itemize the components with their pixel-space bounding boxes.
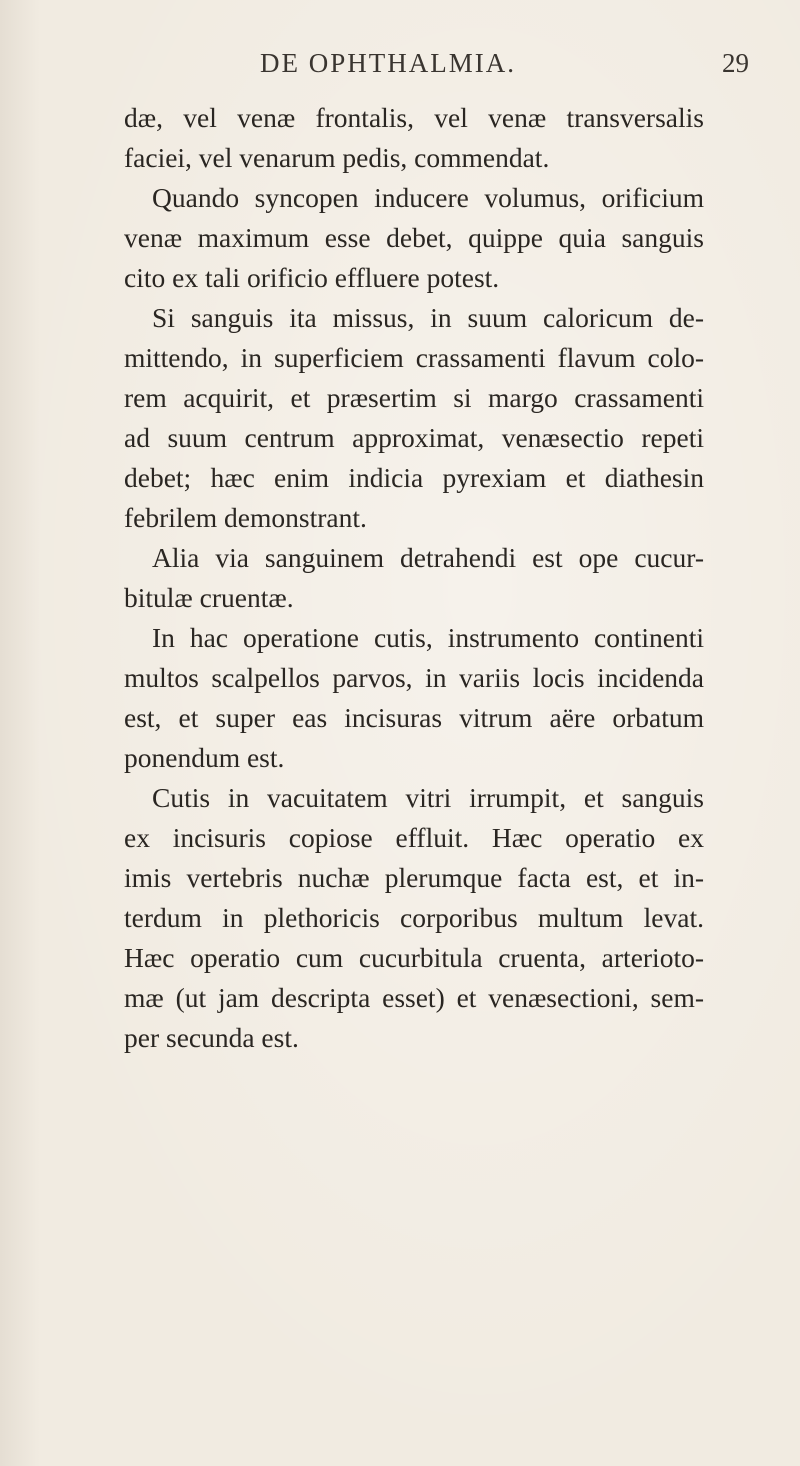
body-text bbox=[124, 98, 704, 1058]
text-line: mittendo, in superficiem crassamenti flavum colo- bbox=[124, 342, 704, 373]
text-line: In hac operatione cutis, instrumento continenti bbox=[152, 622, 704, 653]
text-line: rem acquirit, et præsertim si margo crassamenti bbox=[124, 382, 704, 413]
text-line: ex incisuris copiose effluit. Hæc operatio ex bbox=[124, 822, 704, 853]
running-head bbox=[0, 48, 800, 88]
text-line: ponendum est. bbox=[124, 742, 285, 773]
text-line: mæ (ut jam descripta esset) et venæsectioni, sem- bbox=[124, 982, 704, 1013]
text-line: multos scalpellos parvos, in variis locis incidenda bbox=[124, 662, 704, 693]
text-line: venæ maximum esse debet, quippe quia sanguis bbox=[124, 222, 704, 253]
text-line: ad suum centrum approximat, venæsectio repeti bbox=[124, 422, 704, 453]
text-line: febrilem demonstrant. bbox=[124, 502, 367, 533]
text-line: Si sanguis ita missus, in suum caloricum de- bbox=[152, 302, 704, 333]
text-line: Hæc operatio cum cucurbitula cruenta, arterioto- bbox=[124, 942, 704, 973]
text-line: bitulæ cruentæ. bbox=[124, 582, 294, 613]
text-line: Alia via sanguinem detrahendi est ope cucur- bbox=[152, 542, 704, 573]
text-line: est, et super eas incisuras vitrum aëre orbatum bbox=[124, 702, 704, 733]
text-line: terdum in plethoricis corporibus multum levat. bbox=[124, 902, 704, 933]
running-title: DE OPHTHALMIA. bbox=[260, 48, 516, 78]
text-line: debet; hæc enim indicia pyrexiam et diathesin bbox=[124, 462, 704, 493]
text-line: imis vertebris nuchæ plerumque facta est, et in- bbox=[124, 862, 704, 893]
text-line: faciei, vel venarum pedis, commendat. bbox=[124, 142, 550, 173]
text-line: dæ, vel venæ frontalis, vel venæ transversalis bbox=[124, 102, 704, 133]
text-line: cito ex tali orificio effluere potest. bbox=[124, 262, 500, 293]
text-line: Quando syncopen inducere volumus, orificium bbox=[152, 182, 704, 213]
page-number: 29 bbox=[722, 48, 749, 78]
text-line: per secunda est. bbox=[124, 1022, 299, 1053]
text-line: Cutis in vacuitatem vitri irrumpit, et sanguis bbox=[152, 782, 704, 813]
